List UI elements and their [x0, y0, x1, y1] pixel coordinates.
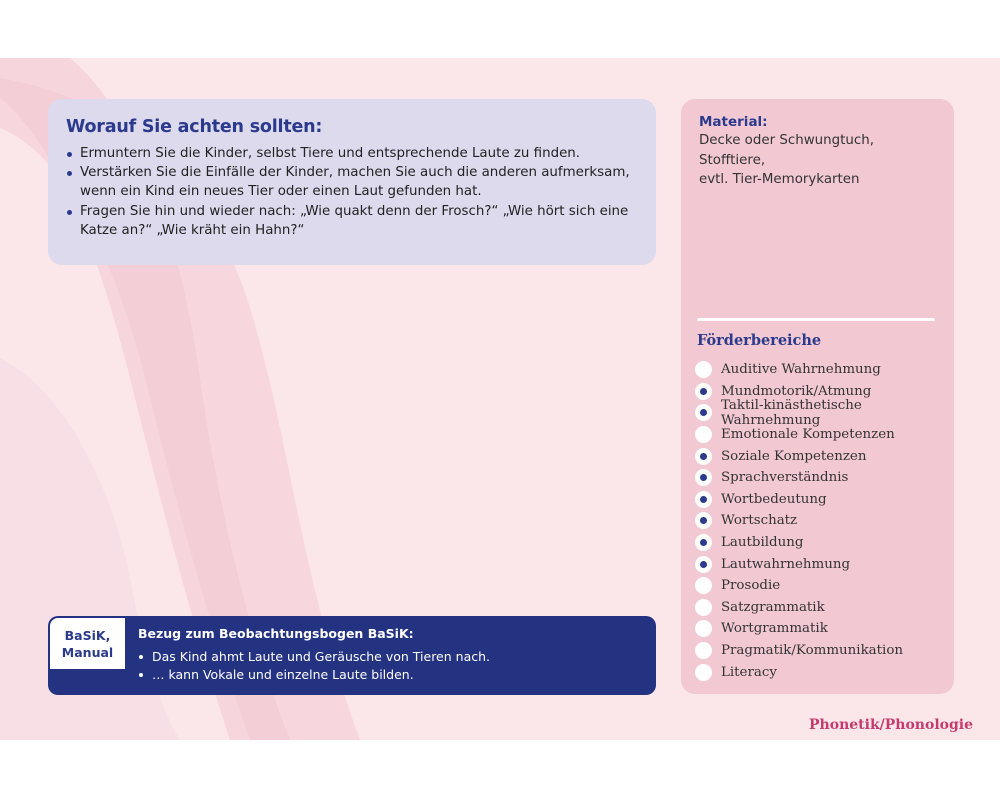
foerderbereich-label: Literacy: [721, 664, 777, 680]
foerderbereich-label: Auditive Wahrnehmung: [721, 362, 881, 378]
page: [0, 58, 1000, 740]
checked-circle-icon: [695, 383, 712, 400]
foerderbereich-item: [695, 553, 954, 575]
checked-circle-icon: [695, 404, 712, 421]
empty-circle-icon: [695, 599, 712, 616]
hints-list: [66, 144, 638, 240]
foerderbereiche-list: [695, 359, 954, 683]
foerderbereich-label: Taktil-kinästhetische Wahrnehmung: [721, 397, 862, 428]
material-line: Stofftiere,: [699, 152, 766, 168]
foerderbereich-label: Pragmatik/Kommunikation: [721, 643, 904, 659]
checked-circle-icon: [695, 469, 712, 486]
hints-box: [48, 99, 656, 265]
checked-circle-icon: [695, 512, 712, 529]
foerderbereiche-title: Förderbereiche: [697, 332, 822, 349]
empty-circle-icon: [695, 361, 712, 378]
foerderbereich-label: Emotionale Kompetenzen: [721, 427, 895, 443]
material-title: Material:: [699, 114, 768, 130]
foerderbereich-label: Wortschatz: [721, 513, 798, 529]
basik-manual-logo: [50, 618, 125, 669]
foerderbereich-item: [695, 640, 954, 662]
foerderbereich-label: Prosodie: [721, 578, 781, 594]
basik-list: [138, 648, 490, 683]
panel-divider: [697, 318, 935, 321]
checked-circle-icon: [695, 556, 712, 573]
hint-item: Fragen Sie hin und wieder nach: „Wie quakt denn der Frosch?“ „Wie hört sich eine Katze an?“ „Wie kräht ein Hahn?“: [66, 202, 638, 240]
foerderbereich-item: [695, 359, 954, 381]
foerderbereich-item: [695, 489, 954, 511]
foerderbereich-label: Lautbildung: [721, 535, 804, 551]
basik-logo-line: BaSiK,: [64, 627, 111, 643]
foerderbereich-label: Sprachverständnis: [721, 470, 849, 486]
material-line: Decke oder Schwungtuch,: [699, 133, 874, 148]
foerderbereich-item: [695, 510, 954, 532]
foerderbereich-label: Wortgrammatik: [721, 621, 828, 637]
foerderbereich-label: Satzgrammatik: [721, 599, 825, 615]
foerderbereich-item: [695, 532, 954, 554]
basik-title: Bezug zum Beobachtungsbogen BaSiK:: [138, 626, 414, 641]
foerderbereich-label: Soziale Kompetenzen: [721, 448, 867, 464]
checked-circle-icon: [695, 491, 712, 508]
foerderbereich-item: [695, 618, 954, 640]
foerderbereich-label: Lautwahrnehmung: [721, 556, 851, 572]
foerderbereich-label: Mundmotorik/Atmung: [721, 383, 872, 399]
basik-logo-line: Manual: [61, 644, 114, 660]
hints-title: Worauf Sie achten sollten:: [66, 117, 323, 137]
empty-circle-icon: [695, 426, 712, 443]
foerderbereich-item: [695, 661, 954, 683]
empty-circle-icon: [695, 620, 712, 637]
foerderbereich-item: [695, 397, 954, 428]
section-label: Phonetik/Phonologie: [809, 717, 973, 733]
basik-item: Das Kind ahmt Laute und Geräusche von Tieren nach.: [138, 648, 490, 666]
foerderbereich-item: [695, 445, 954, 467]
material-line: evtl. Tier-Memorykarten: [699, 172, 860, 187]
hint-item: Ermuntern Sie die Kinder, selbst Tiere und entsprechende Laute zu finden.: [66, 144, 638, 163]
foerderbereich-label: Wortbedeutung: [721, 491, 827, 507]
side-panel: [681, 99, 954, 694]
empty-circle-icon: [695, 577, 712, 594]
checked-circle-icon: [695, 534, 712, 551]
foerderbereich-item: [695, 575, 954, 597]
empty-circle-icon: [695, 664, 712, 681]
foerderbereich-item: [695, 597, 954, 619]
basik-box: [48, 616, 656, 695]
checked-circle-icon: [695, 448, 712, 465]
empty-circle-icon: [695, 642, 712, 659]
basik-item: … kann Vokale und einzelne Laute bilden.: [138, 666, 490, 684]
foerderbereich-item: [695, 467, 954, 489]
hint-item: Verstärken Sie die Einfälle der Kinder, machen Sie auch die anderen aufmerksam, wenn ein Kind ein neues Tier oder einen Laut gefunden hat.: [66, 163, 638, 201]
